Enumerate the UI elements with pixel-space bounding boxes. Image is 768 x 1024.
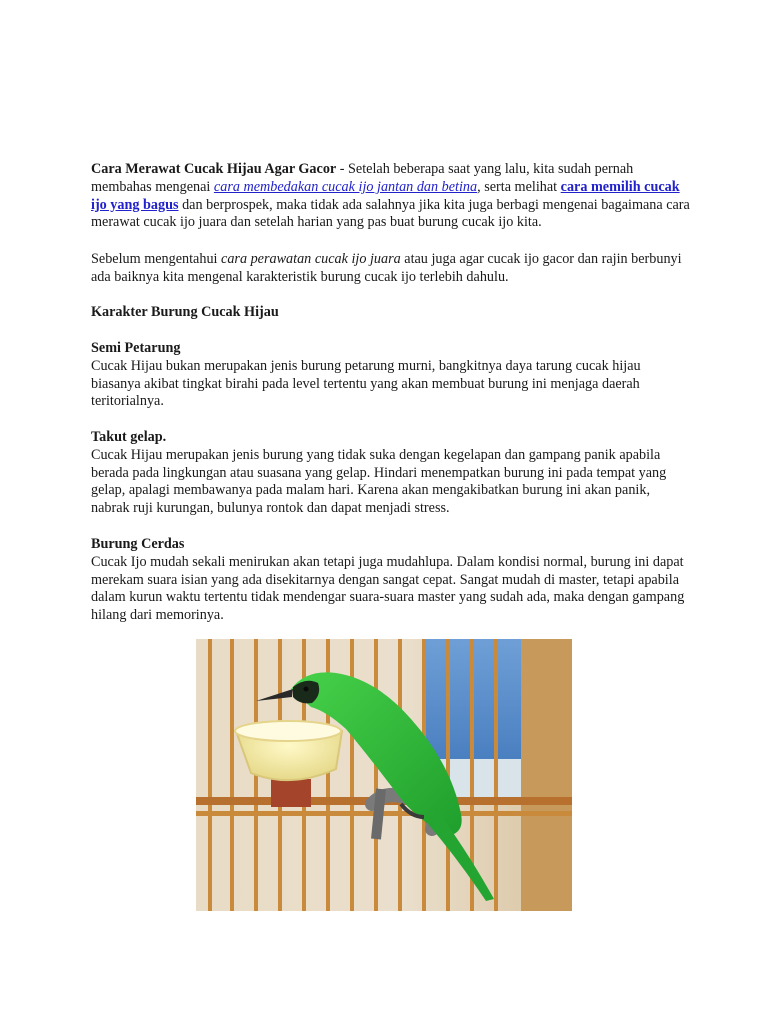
section-title: Takut gelap. bbox=[91, 429, 167, 445]
section-body: Cucak Ijo mudah sekali menirukan akan tetapi juga mudahlupa. Dalam kondisi normal, burung ini dapat merekam suara isian yang ada disekitarnya dengan sangat cepat. Sangat mudah di master, tetapi apabila dalam kurun waktu tertentu tidak mendengar suara-suara master yang sudah ada, maka dengan gampang hilang dari memorinya. bbox=[91, 553, 685, 624]
bird-photo bbox=[196, 639, 572, 911]
section-takut-gelap bbox=[91, 429, 691, 518]
section-title: Semi Petarung bbox=[91, 340, 181, 356]
para2-text: Sebelum mengentahui bbox=[91, 251, 222, 267]
intro-text-mid: , serta melihat bbox=[477, 178, 561, 195]
intro-text: - Setelah beberapa saat yang lalu, kita sudah pernah membahas mengenai bbox=[91, 161, 634, 195]
para2-italic: cara perawatan cucak ijo juara bbox=[221, 251, 401, 267]
article-title: Cara Merawat Cucak Hijau Agar Gacor bbox=[91, 161, 337, 177]
green-bird-in-cage-photo bbox=[196, 639, 572, 911]
link-memilih-cucak-ijo[interactable]: cara memilih cucak ijo yang bagus bbox=[91, 178, 680, 213]
section-title: Burung Cerdas bbox=[91, 536, 185, 552]
section-body: Cucak Hijau bukan merupakan jenis burung petarung murni, bangkitnya daya tarung cucak hijau biasanya akibat tingkat birahi pada level tertentu yang akan membuat burung ini menjaga daerah teritorialnya. bbox=[91, 357, 641, 410]
intro-paragraph bbox=[91, 161, 691, 232]
para2-text-after: atau juga agar cucak ijo gacor dan rajin berbunyi ada baiknya kita mengenal karakteristik burung cucak ijo terlebih dahulu. bbox=[91, 251, 682, 285]
intro-text-tail: dan berprospek, maka tidak ada salahnya jika kita juga berbagi mengenai bagaimana cara merawat cucak ijo juara dan setelah harian yang pas buat burung cucak ijo kita. bbox=[91, 196, 690, 231]
link-membedakan-cucak-ijo[interactable]: cara membedakan cucak ijo jantan dan betina bbox=[213, 178, 478, 195]
section-body: Cucak Hijau merupakan jenis burung yang tidak suka dengan kegelapan dan gampang panik apabila berada pada lingkungan atau suasana yang gelap. Hindari menempatkan burung ini pada tempat yang gelap, apalagi membawanya pada malam hari. Karena akan mengakibatkan burung ini akan panik, nabrak ruji kurungan, bulunya rontok dan dapat menjadi stress. bbox=[91, 446, 667, 517]
section-heading: Karakter Burung Cucak Hijau bbox=[91, 304, 279, 320]
second-paragraph bbox=[91, 251, 691, 287]
section-semi-petarung bbox=[91, 340, 691, 411]
section-burung-cerdas bbox=[91, 536, 691, 625]
